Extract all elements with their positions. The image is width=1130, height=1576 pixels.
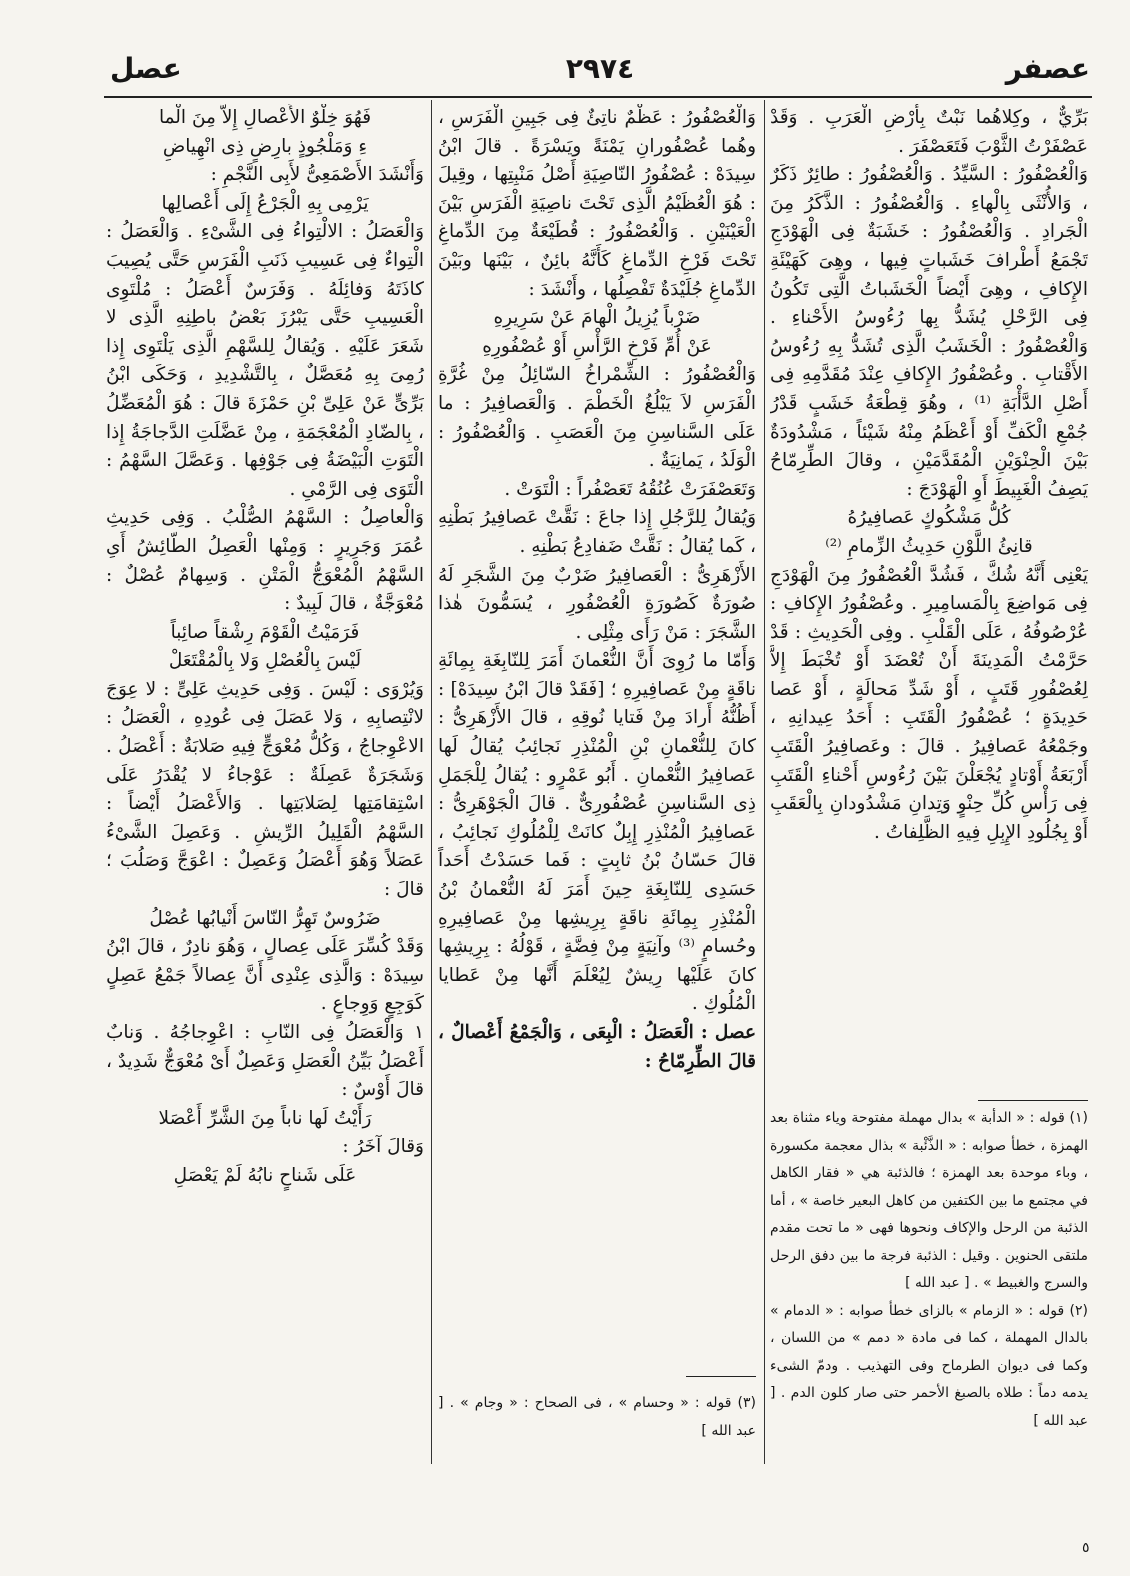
verse-line: ضَرُوسٌ تَهِرُّ النّاسَ أَنْيابُها عُصْلُ [149, 907, 381, 929]
column-left [106, 104, 424, 1464]
verse-line: رَأَيْتُ لَها ناباً مِنَ الشَّرِّ أَعْصَلا [158, 1107, 372, 1129]
verse-line: ضَرْباً يُزِيلُ الْهامَ عَنْ سَرِيرِهِ [493, 307, 701, 329]
footnote-2: (٢) قوله : « الزمام » بالزاى خطأ صوابه : « الدمام » بالدال المهملة ، كما فى مادة « دمم » من اللسان ، وكما فى ديوان الطرماح وفى التهذيب . ودمّ الشىء يدمه دماً : طلاه بالصبغ الأحمر حتى صار كلون الدم . [ عبد الله ] [770, 1302, 1088, 1429]
paragraph: وَتَعَصْفَرَتْ عُنُقُهُ تَعَصْفُراً : الْتَوَتْ . [504, 478, 756, 500]
paragraph: وَالْعاصِلُ : السَّهْمُ الصُّلْبُ . وَفِى حَدِيثِ عُمَرَ وَجَرِيرٍ : وَمِنْها الْعَصِلُ الطّائِشُ أَىِ السَّهْمُ الْمُعْوَجُّ الْمَتْنِ . وَسِهامٌ عُصْلٌ : مُعْوَجَّةٌ ، قالَ لَبِيدٌ : [106, 507, 424, 615]
column-right [770, 104, 1088, 1094]
paragraph: الأَزْهَرِىُّ : الْعَصافِيرُ ضَرْبٌ مِنَ الشَّجَرِ لَهُ صُورَةٌ كَصُورَةِ الْعُصْفُورِ ، يُسَمُّونَ هٰذا الشَّجَرَ : مَنْ رَأَى مِثْلِى . [438, 564, 756, 643]
footnote-rule [686, 1376, 756, 1377]
header-headword-left: عصل [110, 52, 182, 85]
page-number: ٢٩٧٤ [565, 52, 635, 85]
verse-line: ءِ وَمَلْجُوذٍ بارِضٍ ذِى انْهِياضِ [162, 135, 368, 157]
paragraph: وَقَدْ كُسِّرَ عَلَى عِصالٍ ، وَهُوَ نادِرٌ ، قالَ ابْنُ سِيدَهْ : وَالَّذِى عِنْدِى أَنَّ عِصالاً جَمْعُ عَصِلٍ كَوَجِعٍ وَوِجاعٍ . [106, 936, 424, 1015]
footnotes-middle [438, 1376, 756, 1445]
column-middle [438, 104, 756, 1366]
paragraph: يَعْنِى أَنَّهُ شُكَّ ، فَشُدَّ الْعُصْفُورُ مِنَ الْهَوْدَجِ فِى مَواضِعَ بِالْمَسامِيرِ . وعُصْفُورُ الإِكافِ : عُرْصُوفُهُ ، عَلَى الْقَلْبِ . وفِى الْحَدِيثِ : قَدْ حَرَّمْتُ الْمَدِينَةَ أَنْ تُعْضَدَ أَوْ تُخْبَطَ إِلاَّ لِعُصْفُورِ قَتَبٍ ، أَوْ شَدِّ مَحالَةٍ ، أَوْ عَصا حَدِيدَةٍ ؛ عُصْفُورُ الْقَتَبِ : أَحَدُ عِيدانِهِ ، وجَمْعُهُ عَصافِيرُ . قالَ : وعَصافِيرُ الْقَتَبِ أَرْبَعَةُ أَوْتادٍ يُجْعَلْنَ بَيْنَ رُءُوسِ أَحْناءِ الْقَتَبِ فِى رَأْسِ كُلِّ حِنْوٍ وَتِدانِ مَشْدُودانِ بِالْعَقَبِ أَوْ بِجُلُودِ الإِبِلِ فِيهِ الظَّلِفاتُ . [770, 564, 1088, 843]
paragraph: وَيُرْوَى : لَيْسَ . وَفِى حَدِيثِ عَلِىٍّ : لا عِوَجَ لانْتِصابِهِ ، وَلا عَصَلَ فِى عُودِهِ ، الْعَصَلُ : الاعْوِجاجُ ، وَكُلُّ مُعْوَجٍّ فِيهِ صَلابَةٌ : أَعْصَلُ . وَشَجَرَةٌ عَصِلَةٌ : عَوْجاءُ لا يُقْدَرُ عَلَى اسْتِقامَتِها لِصَلابَتِها . وَالأَعْصَلُ أَيْضاً : السَّهْمُ الْقَلِيلُ الرِّيشِ . وَعَصِلَ الشَّىْءُ عَصَلاً وَهُوَ أَعْصَلُ وَعَصِلٌ : اعْوَجَّ وَصَلُبَ ؛ قالَ : [106, 678, 424, 901]
entry-heading-asal: عصل : الْعَصَلُ : الْبِعَى ، وَالْجَمْعُ أَعْصالٌ ، قالَ الطِّرِمّاحُ : [438, 1022, 756, 1072]
paragraph: وَأَمّا ما رُوِىَ أَنَّ النُّعْمانَ أَمَرَ لِلنّابِغَةِ بِمِائَةِ ناقَةٍ مِنْ عَصافِيرِهِ ؛ [فَقَدْ قالَ ابْنُ سِيدَهْ] : أَظُنُّهُ أَرادَ مِنْ فَتايا نُوقِهِ ، قالَ الأَزْهَرِىُّ : كانَ لِلنُّعْمانِ بْنِ الْمُنْذِرِ نَجائِبُ يُقالُ لَها عَصافِيرُ النُّعْمانِ . أَبُو عَمْرٍو : يُقالُ لِلْجَمَلِ ذِى السَّناسِنِ عُصْفُورِىٌّ . قالَ الْجَوْهَرِىُّ : عَصافِيرُ الْمُنْذِرِ إِبِلٌ كانَتْ لِلْمُلُوكِ نَجائِبُ ، قالَ حَسّانُ بْنُ ثابِتٍ : فَما حَسَدْتُ أَحَداً حَسَدِى لِلنّابِغَةِ حِينَ أَمَرَ لَهُ النُّعْمانُ بْنُ الْمُنْذِرِ بِمِائَةِ ناقَةٍ بِرِيشِها مِنْ عَصافِيرِهِ وحُسامٍ ⁽³⁾ وآنِيَةٍ مِنْ فِضَّةٍ ، قَوْلُهُ : بِرِيشِها كانَ عَلَيْها رِيشٌ لِيُعْلَمَ أَنَّها مِنْ عَطايا الْمُلُوكِ . [438, 650, 756, 1015]
paragraph: وَالْعُصْفُورُ : عَظْمٌ ناتِئٌ فِى جَبِينِ الْفَرَسِ ، وهُما عُصْفُورانِ يَمْنَةً ويَسْرَةً . قالَ ابْنُ سِيدَهْ : عُصْفُورُ النّاصِيَةِ أَصْلُ مَنْبِتِها ، وقِيلَ : هُوَ الْعُظَيْمُ الَّذِى تَحْتَ ناصِيَةِ الْفَرَسِ بَيْنَ الْعَيْنَيْنِ . وَالْعُصْفُورُ : قُطَيْعَةٌ مِنَ الدِّماغِ تَحْتَ فَرْخِ الدِّماغِ كَأَنَّهُ بائِنٌ ، بَيْنَها وبَيْنَ الدِّماغِ جُلَيْدَةٌ تَفْصِلُها ، وأَنْشَدَ : [438, 107, 756, 300]
paragraph: وَأَنْشَدَ الأَصْمَعِىُّ لأَبِى النَّجْمِ : [210, 164, 424, 186]
paragraph: وَالْعُصْفُورُ : الشِّمْراخُ السّائِلُ مِنْ غُرَّةِ الْفَرَسِ لاَ يَبْلُغُ الْخَطْمَ . وَالْعَصافِيرُ : ما عَلَى السَّناسِنِ مِنَ الْعَصَبِ . وَالْعُصْفُورُ : الْوَلَدُ ، يَمانِيَةٌ . [438, 364, 756, 472]
paragraph: وَيُقالُ لِلرَّجُلِ إِذا جاعَ : نَقَّتْ عَصافِيرُ بَطْنِهِ ، كَما يُقالُ : نَقَّتْ ضَفادِعُ بَطْنِهِ . [438, 507, 756, 557]
header-rule [104, 96, 1092, 98]
verse-line: فَهُوَ خِلْوٌ الأَعْصالِ إِلاَّ مِنَ الْما [158, 107, 372, 128]
paragraph: وَقالَ آخَرُ : [342, 1136, 424, 1158]
footnote-rule [978, 1100, 1088, 1101]
paragraph: وَالْعُصْفُورُ : السَّيِّدُ . وَالْعُصْفُورُ : طائِرٌ ذَكَرٌ ، وَالأُنْثَى بِالْهاءِ . وَالْعُصْفُورُ : الذَّكَرُ مِنَ الْجَرادِ . وَالْعُصْفُورُ : خَشَبَةٌ فِى الْهَوْدَجِ تَجْمَعُ أَطْرافَ خَشَباتٍ فِيها ، وهِىَ كَهَيْئَةِ الإِكافِ ، وهِىَ أَيْضاً الْخَشَباتُ الَّتِى تَكُونُ فِى الرَّحْلِ يُشَدُّ بِها رُءُوسُ الأَحْناءِ . وَالْعُصْفُورُ : الْخَشَبُ الَّذِى تُشَدُّ بِهِ رُءُوسُ الأَقْتابِ . وعُصْفُورُ الإِكافِ عِنْدَ مُقَدَّمِهِ فِى أَصْلِ الدَّأْبَةِ ⁽¹⁾ ، وهُوَ قِطْعَةُ خَشَبٍ قَدْرُ جُمْعِ الْكَفِّ أَوْ أَعْظَمُ مِنْهُ شَيْئاً ، مَشْدُودَةٌ بَيْنَ الْحِنْوَيْنِ الْمُقَدَّمَيْنِ ، وقالَ الطِّرِمّاحُ يَصِفُ الْغَبِيطَ أَوِ الْهَوْدَجَ : [770, 164, 1088, 500]
footnotes-right [770, 1100, 1088, 1435]
paragraph: ١ وَالْعَصَلُ فِى النّابِ : اعْوِجاجُهُ . وَنابٌ أَعْصَلُ بَيِّنُ الْعَصَلِ وَعَصِلٌ أَىْ مُعْوَجٌّ شَدِيدٌ ، قالَ أَوْسٌ : [106, 1022, 424, 1101]
column-divider-right [764, 100, 765, 1464]
header-headword-right: عصفر [1005, 52, 1090, 85]
column-divider-left [431, 100, 432, 1464]
verse-line: فَرَمَيْتُ الْقَوْمَ رِشْقاً صائِباً [170, 621, 360, 643]
verse-line: قانِئُ اللَّوْنِ حَدِيثُ الزِّمامِ ⁽²⁾ [825, 535, 1033, 557]
verse-line: كُلُّ مَشْكُوكٍ عَصافِيرُهُ [847, 507, 1011, 529]
verse-line: لَيْسَ بِالْعُصْلِ وَلا بِالْمُقْتَعَلْ [168, 650, 362, 672]
footnote-1: (١) قوله : « الدأبة » بدال مهملة مفتوحة وياء مثناة بعد الهمزة ، خطأ صوابه : « الذَّئْبة » بذال معجمة مكسورة ، وباء موحدة بعد الهمزة ؛ فالذئبة هي « فقار الكاهل في مجتمع ما بين الكتفين من كاهل البعير خاصة » ، أما الذئبة من الرحل والإكاف ونحوها فهى « ما تحت مقدم ملتقى الحنوين . وقيل : الذئبة فرجة ما بين دفق الرحل والسرج والغبيط » . [ عبد الله ] [770, 1110, 1088, 1291]
verse-line: عَنْ أُمِّ فَرْخِ الرَّأْسِ أَوْ عُصْفُورِهِ [482, 335, 712, 357]
paragraph: بَرِّيٌّ ، وكِلاهُما نَبْتٌ بِأَرْضِ الْعَرَبِ . وَقَدْ عَصْفَرْتُ الثَّوْبَ فَتَعَصْفَرَ . [770, 107, 1088, 157]
verse-line: عَلَى شَناحٍ نابُهُ لَمْ يَعْصَلِ [173, 1164, 357, 1186]
page-mark: ٥ [1082, 1540, 1090, 1556]
footnote-3: (٣) قوله : « وحسام » ، فى الصحاح : « وجام » . [ عبد الله ] [438, 1395, 756, 1439]
page-header [110, 52, 1090, 96]
paragraph: وَالْعَصَلُ : الالْتِواءُ فِى الشَّىْءِ . وَالْعَصَلُ : الْتِواءٌ فِى عَسِيبِ ذَنَبِ الْفَرَسِ حَتَّى يُصِيبَ كاذَتَهُ وَفائِلَهُ . وَفَرَسٌ أَعْصَلُ : مُلْتَوِى الْعَسِيبِ حَتَّى يَبْرُزَ بَعْضُ باطِنِهِ الَّذِى لا شَعَرَ عَلَيْهِ . وَيُقالُ لِلسَّهْمِ الَّذِى يَلْتَوِى إِذا رُمِىَ بِهِ مُعَصَّلٌ ، بِالتَّشْدِيدِ ، وَحَكَى ابْنُ بَرِّىٍّ عَنْ عَلِىِّ بْنِ حَمْزَةَ قالَ : هُوَ الْمُعَضِّلُ ، بِالضّادِ الْمُعْجَمَةِ ، مِنْ عَضَّلَتِ الدَّجاجَةُ إِذا الْتَوَتِ الْبَيْضَةُ فِى جَوْفِها . وَعَصَّلَ السَّهْمُ : الْتَوَى فِى الرَّمْىِ . [106, 221, 424, 500]
verse-line: يَرْمِى بِهِ الْجَرْعُ إِلَى أَعْصالِها [161, 192, 369, 214]
